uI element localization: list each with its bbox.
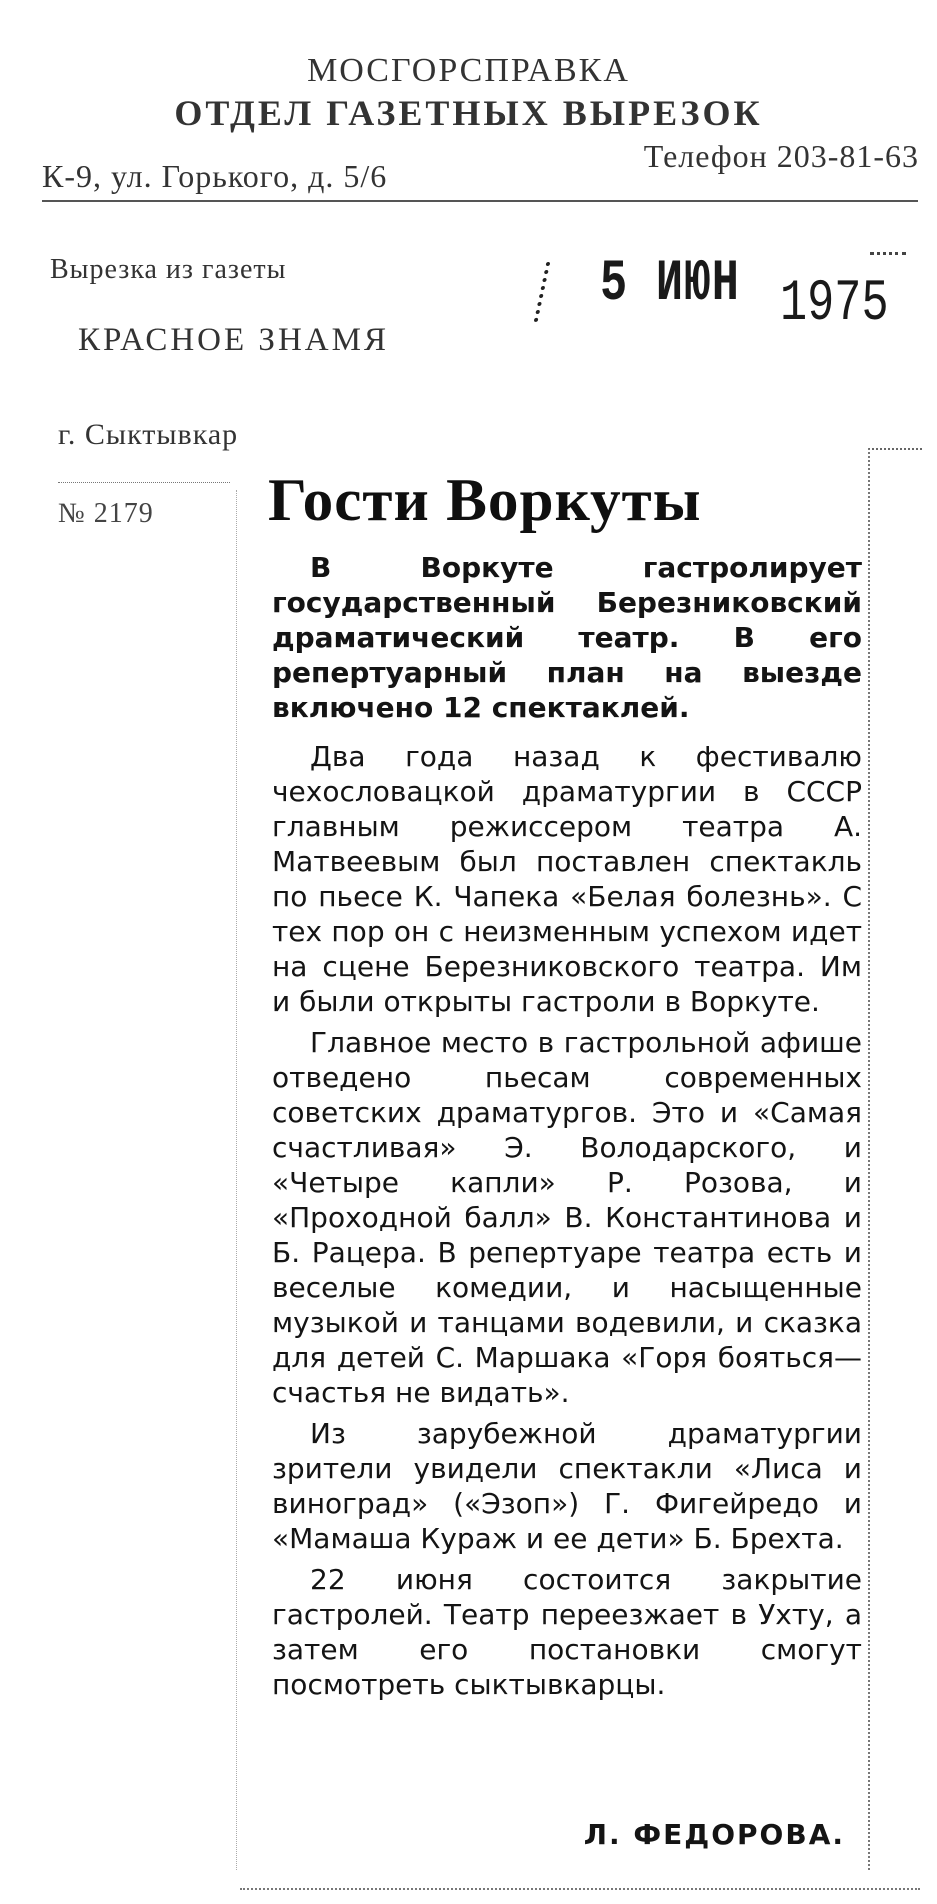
- city-label: г. Сыктывкар: [58, 418, 239, 451]
- article-paragraph: Из зарубежной драматургии зрители увидели спектакли «Лиса и виноград» («Эзоп») Г. Фигейредо и «Мамаша Кураж и ее дети» Б. Брехта.: [272, 1417, 862, 1555]
- article-lead: В Воркуте гастролирует государственный Березниковский драматический театр. В его репертуарный план на выезде включено 12 спектаклей.: [272, 551, 862, 724]
- clipping-edge: [868, 448, 922, 1870]
- article-body: [272, 550, 862, 1708]
- header-address: К-9, ул. Горького, д. 5/6: [42, 158, 388, 194]
- newspaper-name: КРАСНОЕ ЗНАМЯ: [78, 322, 389, 358]
- article-paragraph: Два года назад к фестивалю чехословацкой драматургии в СССР главным режиссером театра А. Матвеевым был поставлен спектакль по пьесе К. Чапека «Белая болезнь». С тех пор он с неизменным успехом идет на сцене Березниковского театра. Им и были открыты гастроли в Воркуте.: [272, 740, 862, 1018]
- clipping-label: Вырезка из газеты: [50, 254, 287, 285]
- issue-number: № 2179: [58, 498, 154, 529]
- left-divider: [58, 482, 230, 483]
- bottom-divider: [240, 1888, 920, 1890]
- header-department: ОТДЕЛ ГАЗЕТНЫХ ВЫРЕЗОК: [174, 93, 763, 133]
- header-organization: МОСГОРСПРАВКА: [307, 52, 630, 89]
- article-paragraph: 22 июня состоится закрытие гастролей. Театр переезжает в Ухту, а затем его постановки смогут посмотреть сыктывкарцы.: [272, 1563, 862, 1701]
- article-headline: Гости Воркуты: [268, 467, 702, 533]
- header-phone: Телефон 203-81-63: [643, 138, 919, 174]
- article-author: Л. ФЕДОРОВА.: [583, 1818, 845, 1851]
- year-stamp-mark: [870, 252, 906, 255]
- year-stamp: 1975: [780, 272, 889, 337]
- date-stamp: 5 ИЮН: [600, 252, 740, 317]
- header-divider: [42, 200, 918, 202]
- column-edge: [236, 490, 237, 1870]
- stamp-smudge: [534, 262, 573, 322]
- article-paragraph: Главное место в гастрольной афише отведено пьесам современных советских драматургов. Это и «Самая счастливая» Э. Володарского, и «Четыре капли» Р. Розова, и «Проходной балл» В. Константинова и Б. Рацера. В репертуаре театра есть и веселые комедии, и насыщенные музыкой и танцами водевили, и сказка для детей С. Маршака «Горя бояться—счастья не видать».: [272, 1026, 862, 1409]
